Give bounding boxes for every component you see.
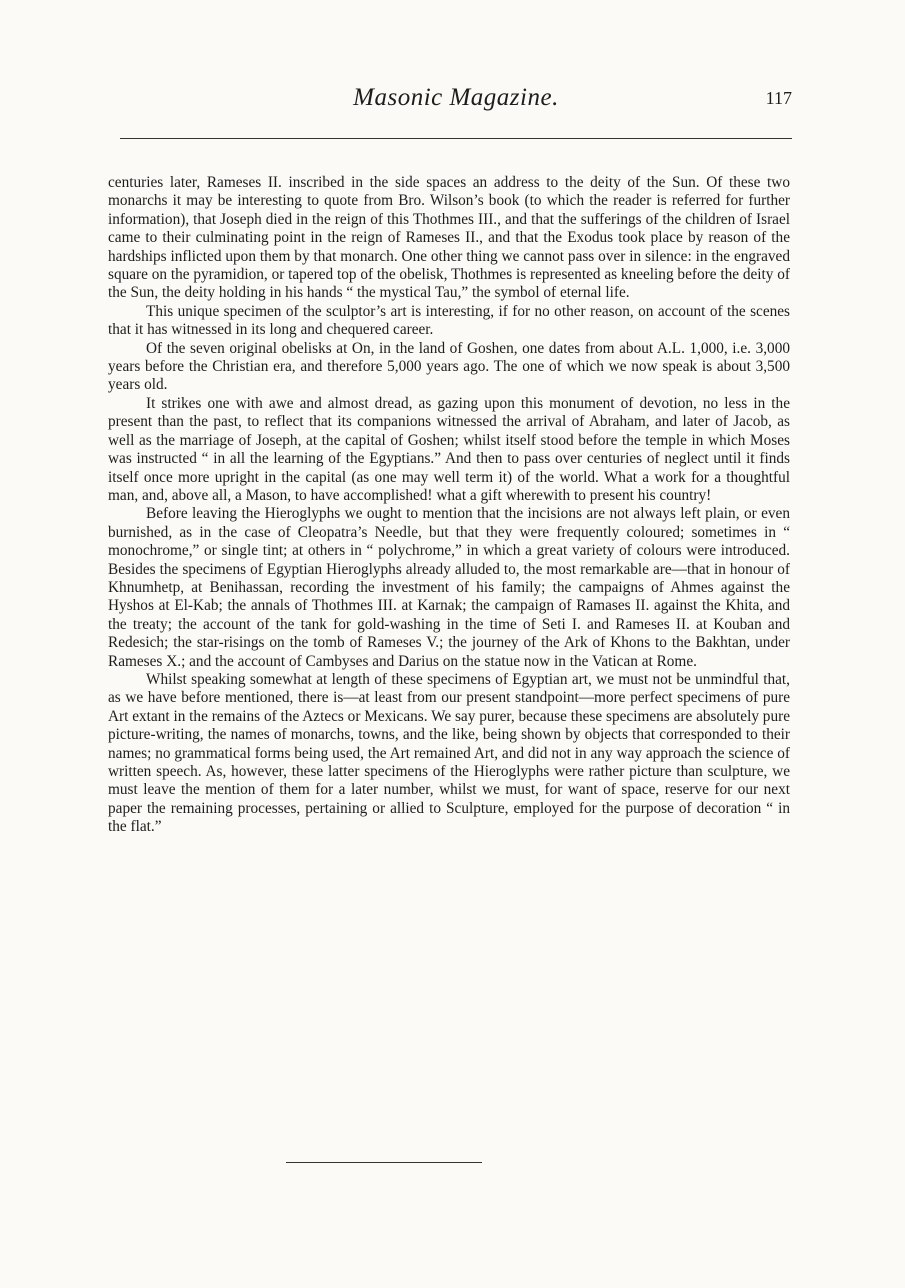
page-number: 117	[765, 88, 792, 108]
running-title: Masonic Magazine.	[353, 84, 559, 111]
article-body	[108, 174, 790, 837]
paragraph-6: Whilst speaking somewhat at length of these specimens of Egyptian art, we must not be unmindful that, as we have before mentioned, there is—at least from our present standpoint—more perfect specimens of pure Art extant in the remains of the Aztecs or Mexicans. We say purer, because these specimens are absolutely pure picture-writing, the names of monarchs, towns, and the like, being shown by objects that corresponded to their names; no grammatical forms being used, the Art remained Art, and did not in any way approach the science of written speech. As, however, these latter specimens of the Hieroglyphs were rather picture than sculpture, we must leave the mention of them for a later number, whilst we must, for want of space, reserve for our next paper the remaining processes, pertaining or allied to Sculpture, employed for the purpose of decoration “ in the flat.”	[108, 670, 790, 836]
header-rule	[120, 138, 792, 139]
paragraph-3: Of the seven original obelisks at On, in the land of Goshen, one dates from about A.L. 1,000, i.e. 3,000 years before the Christian era, and therefore 5,000 years ago. The one of which we now speak is about 3,500 years old.	[108, 339, 790, 394]
paragraph-5: Before leaving the Hieroglyphs we ought to mention that the incisions are not always left plain, or even burnished, as in the case of Cleopatra’s Needle, but that they were frequently coloured; sometimes in “ monochrome,” or single tint; at others in “ polychrome,” in which a great variety of colours were introduced. Besides the specimens of Egyptian Hieroglyphs already alluded to, the most remarkable are—that in honour of Khnumhetp, at Benihassan, recording the investment of his family; the campaigns of Ahmes against the Hyshos at El-Kab; the annals of Thothmes III. at Karnak; the campaign of Ramases II. against the Khita, and the treaty; the account of the tank for gold-washing in the time of Seti I. and Rameses II. at Kouban and Redesich; the star-risings on the tomb of Rameses V.; the journey of the Ark of Khons to the Bakhtan, under Rameses X.; and the account of Cambyses and Darius on the statue now in the Vatican at Rome.	[108, 505, 790, 670]
end-rule	[286, 1162, 482, 1163]
page-header	[120, 84, 792, 124]
paragraph-2: This unique specimen of the sculptor’s art is interesting, if for no other reason, on account of the scenes that it has witnessed in its long and chequered career.	[108, 302, 790, 339]
paragraph-1: centuries later, Rameses II. inscribed in the side spaces an address to the deity of the Sun. Of these two monarchs it may be interesting to quote from Bro. Wilson’s book (to which the reader is referred for further information), that Joseph died in the reign of this Thothmes III., and that the sufferings of the children of Israel came to their culminating point in the reign of Rameses II., and that the Exodus took place by reason of the hardships inflicted upon them by that monarch. One other thing we cannot pass over in silence: in the engraved square on the pyramidion, or tapered top of the obelisk, Thothmes is represented as kneeling before the deity of the Sun, the deity holding in his hands “ the mystical Tau,” the symbol of eternal life.	[108, 174, 790, 302]
paragraph-4: It strikes one with awe and almost dread, as gazing upon this monument of devotion, no less in the present than the past, to reflect that its companions witnessed the arrival of Abraham, and later of Jacob, as well as the marriage of Joseph, at the capital of Goshen; whilst itself stood before the temple in which Moses was instructed “ in all the learning of the Egyptians.” And then to pass over centuries of neglect until it finds itself once more upright in the capital (as one may well term it) of the world. What a work for a thoughtful man, and, above all, a Mason, to have accomplished! what a gift wherewith to present his country!	[108, 394, 790, 504]
